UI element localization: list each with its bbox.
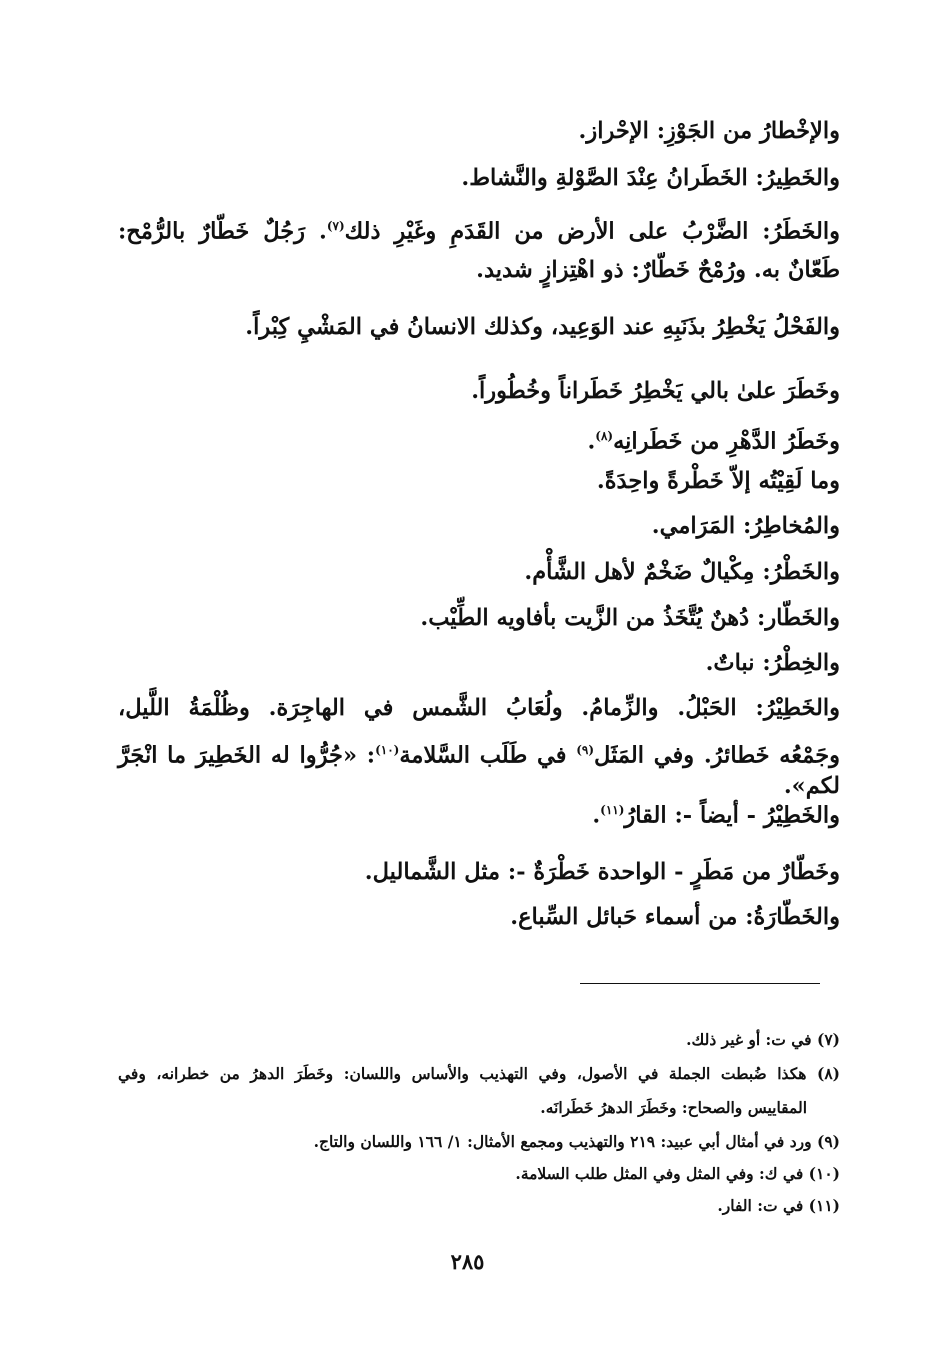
footnote-8: (٨) هكذا ضُبطت الجملة في الأصول، وفي التهذيب والأساس واللسان: وخَطَرَ الدهرُ من خطرانه، وفي — [118, 1064, 840, 1083]
footnote-11: (١١) في ت: الفار. — [717, 1196, 840, 1215]
text-line-5: والفَحْلُ يَخْطِرُ بذَنَبِهِ عند الوَعِيد، وكذلك الانسانُ في المَشْيِ كِبْراً. — [245, 314, 840, 340]
text-line-7: وخَطَرُ الدَّهْرِ من خَطَرانِه$^{(٨)}$. — [587, 428, 840, 455]
text-line-14 — [118, 735, 840, 801]
footnote-8-continued: المقاييس والصحاح: وخَطَرَ الدهرُ خَطَرانَه. — [540, 1098, 807, 1117]
text-line-16: وخَطّارٌ من مَطَرٍ - الواحدة خَطْرَةٌ -: مثل الشَّماليل. — [364, 859, 840, 885]
footnote-marker-10: (١٠) — [375, 743, 400, 757]
footnote-marker-11: (١١) — [600, 803, 625, 817]
text-line-15-text: والخَطِيْرُ - أيضاً -: القارُ — [624, 802, 840, 829]
text-line-10: والخَطْرُ: مِكْيالٌ ضَخْمٌ لأهل الشَّأْم. — [524, 559, 840, 585]
text-line-7-text: وخَطَرُ الدَّهْرِ من خَطَرانِه — [613, 428, 840, 455]
text-line-3-end: . رَجُلٌ خَطّارٌ بالرُّمْح: — [118, 218, 327, 245]
text-line-14-end: : «جُرُّوا له الخَطِيرَ ما انْجَرَّ لكم». — [118, 742, 840, 799]
footnote-separator — [580, 983, 820, 984]
footnote-marker-9: (٩) — [576, 743, 595, 757]
text-line-8: وما لَقِيْتُه إلاّ خَطْرةً واحِدَةً. — [596, 468, 840, 494]
text-line-4: طَعّانٌ به. ورُمْحٌ خَطّارٌ: ذو اهْتِزازٍ شديد. — [476, 257, 840, 283]
footnote-10: (١٠) في ك: وفي المثل وفي المثل طلب السلامة. — [515, 1164, 840, 1183]
text-line-13: والخَطِيْرُ: الحَبْلُ. والزِّمامُ. ولُعَابُ الشَّمس في الهاجِرَة. وظُلْمَةُ اللَّيل، — [118, 695, 840, 721]
text-line-14-start: وجَمْعُه خَطائرُ. وفي المَثَل — [594, 742, 841, 769]
text-line-3 — [118, 211, 840, 247]
text-line-9: والمُخاطِرُ: المَرَامي. — [651, 513, 840, 539]
footnote-7: (٧) في ت: أو غير ذلك. — [686, 1030, 840, 1049]
text-line-3-start: والخَطَرُ: الضَّرْبُ على الأرض من القَدَمِ وغَيْرِ ذلك — [344, 218, 840, 245]
footnote-9: (٩) ورد في أمثال أبي عبيد: ٢١٩ والتهذيب ومجمع الأمثال: ١/ ١٦٦ واللسان والتاج. — [313, 1132, 840, 1151]
text-line-1: والإخْطارُ من الجَوْزِ: الإحْراز. — [578, 118, 840, 144]
text-line-6: وخَطَرَ علىٰ بالي يَخْطِرُ خَطَراناً وخُطُوراً. — [471, 378, 840, 404]
text-line-2: والخَطِيرُ: الخَطَرانُ عِنْدَ الصَّوْلةِ والنَّشاط. — [461, 165, 840, 191]
text-line-15: والخَطِيْرُ - أيضاً -: القارُ$^{(١١)}$. — [592, 802, 840, 829]
page-number: ٢٨٥ — [450, 1249, 485, 1274]
text-line-11: والخَطّار: دُهنٌ يُتَّخَذُ من الزَّيت بأفاويه الطِّيْب. — [420, 605, 840, 631]
footnote-marker-8: (٨) — [595, 429, 614, 443]
footnote-marker-7: (٧) — [326, 219, 345, 233]
text-line-14-middle: في طَلَب السَّلامة — [399, 742, 577, 769]
text-line-12: والخِطْرُ: نباتٌ. — [705, 650, 840, 676]
text-line-17: والخَطّارَةُ: من أسماء حَبائل السِّباع. — [510, 904, 840, 930]
